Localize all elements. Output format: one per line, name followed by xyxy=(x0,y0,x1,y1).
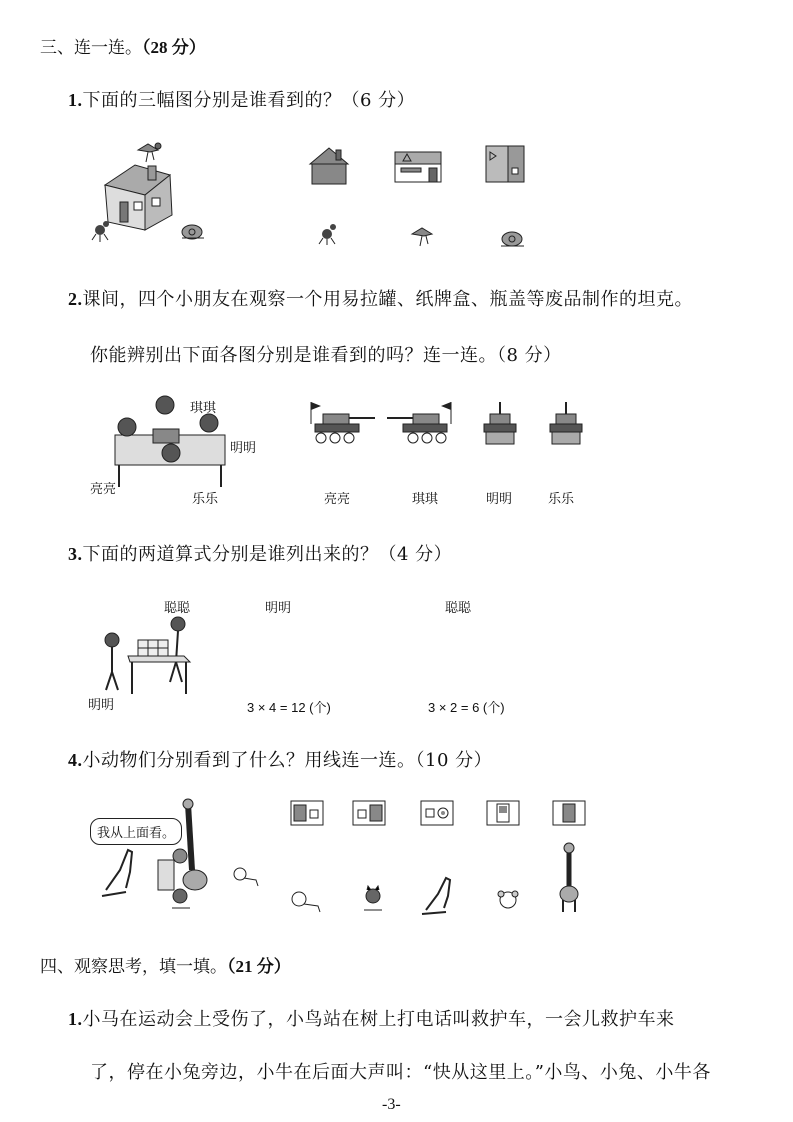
section-4-score: （21 分） xyxy=(227,957,291,976)
question-2 xyxy=(68,285,693,311)
snail-icon xyxy=(182,225,204,239)
bird-icon xyxy=(410,226,436,248)
koala-icon xyxy=(496,888,520,914)
section-4-question-1-text-1: 小马在运动会上受伤了，小鸟站在树上打电话叫救护车，一会儿救护车来 xyxy=(82,1009,675,1030)
view-box-front-icon xyxy=(486,800,520,826)
question-2-number: 2. xyxy=(68,289,83,309)
question-1-number: 1. xyxy=(68,90,83,110)
tank-view-3-icon xyxy=(482,400,518,446)
tank-label-3: 明明 xyxy=(486,492,513,507)
question-1-text: 下面的三幅图分别是谁看到的？（6 分） xyxy=(82,90,416,111)
equation-1: 3 × 4 = 12 (个) xyxy=(247,700,331,715)
house-scene-illustration xyxy=(90,140,220,250)
question-3 xyxy=(68,540,452,566)
tank-label-1: 亮亮 xyxy=(324,492,351,507)
name-qiqi: 琪琪 xyxy=(190,401,217,416)
page-number: -3- xyxy=(382,1096,401,1113)
section-4-heading xyxy=(40,952,291,977)
tank-label-2: 琪琪 xyxy=(412,492,439,507)
house-top-view-icon xyxy=(484,144,526,184)
question-3-text: 下面的两道算式分别是谁列出来的？（4 分） xyxy=(82,544,453,565)
question-4-number: 4. xyxy=(68,750,83,770)
snail-icon xyxy=(500,228,526,250)
section-4-title: 四、观察思考，填一填。 xyxy=(40,957,227,977)
name-congcong: 聪聪 xyxy=(164,601,191,616)
question-2-line-2: 你能辨别出下面各图分别是谁看到的吗？连一连。（8 分） xyxy=(90,345,562,366)
view-box-top-icon xyxy=(420,800,454,826)
equation-2: 3 × 2 = 6 (个) xyxy=(428,700,505,715)
tank-label-4: 乐乐 xyxy=(548,492,575,507)
question-4-text: 小动物们分别看到了什么？用线连一连。（10 分） xyxy=(82,750,493,771)
view-box-right-icon xyxy=(352,800,386,826)
name-liangliang: 亮亮 xyxy=(90,482,117,497)
speech-bubble: 我从上面看。 xyxy=(90,818,182,845)
section-3-heading xyxy=(40,33,206,58)
giraffe-icon xyxy=(555,842,585,914)
question-4 xyxy=(68,746,492,772)
question-3-number: 3. xyxy=(68,544,83,564)
name-lele: 乐乐 xyxy=(192,492,219,507)
tank-view-4-icon xyxy=(548,400,584,446)
view-box-back-icon xyxy=(552,800,586,826)
house-side-view-icon xyxy=(393,150,443,184)
dog-icon xyxy=(290,890,324,914)
section-4-question-1-number: 1. xyxy=(68,1009,83,1029)
equation-1-owner-label: 明明 xyxy=(265,601,292,616)
bird-icon xyxy=(138,143,161,162)
ant-icon xyxy=(318,222,340,246)
section-3-title: 三、连一连。 xyxy=(40,38,142,58)
kangaroo-icon xyxy=(420,872,466,916)
tank-view-2-icon xyxy=(385,400,457,446)
cat-icon xyxy=(360,886,386,914)
name-mingming: 明明 xyxy=(230,441,257,456)
equation-2-owner-label: 聪聪 xyxy=(445,601,472,616)
house-front-view-icon xyxy=(308,146,350,186)
question-1 xyxy=(68,86,415,112)
animals-scene-illustration xyxy=(100,800,270,918)
question-2-line-1: 课间，四个小朋友在观察一个用易拉罐、纸牌盒、瓶盖等废品制作的坦克。 xyxy=(82,289,693,310)
section-4-question-1-line-1 xyxy=(68,1005,675,1031)
tank-view-1-icon xyxy=(305,400,377,446)
section-3-score: （28 分） xyxy=(142,38,206,57)
ant-icon xyxy=(92,221,109,242)
view-box-left-icon xyxy=(290,800,324,826)
blocks-table-illustration xyxy=(100,612,200,698)
name-mingming-q3: 明明 xyxy=(88,698,115,713)
section-4-question-1-line-2: 了，停在小兔旁边，小牛在后面大声叫：“快从这里上。”小鸟、小兔、小牛各 xyxy=(90,1062,711,1083)
